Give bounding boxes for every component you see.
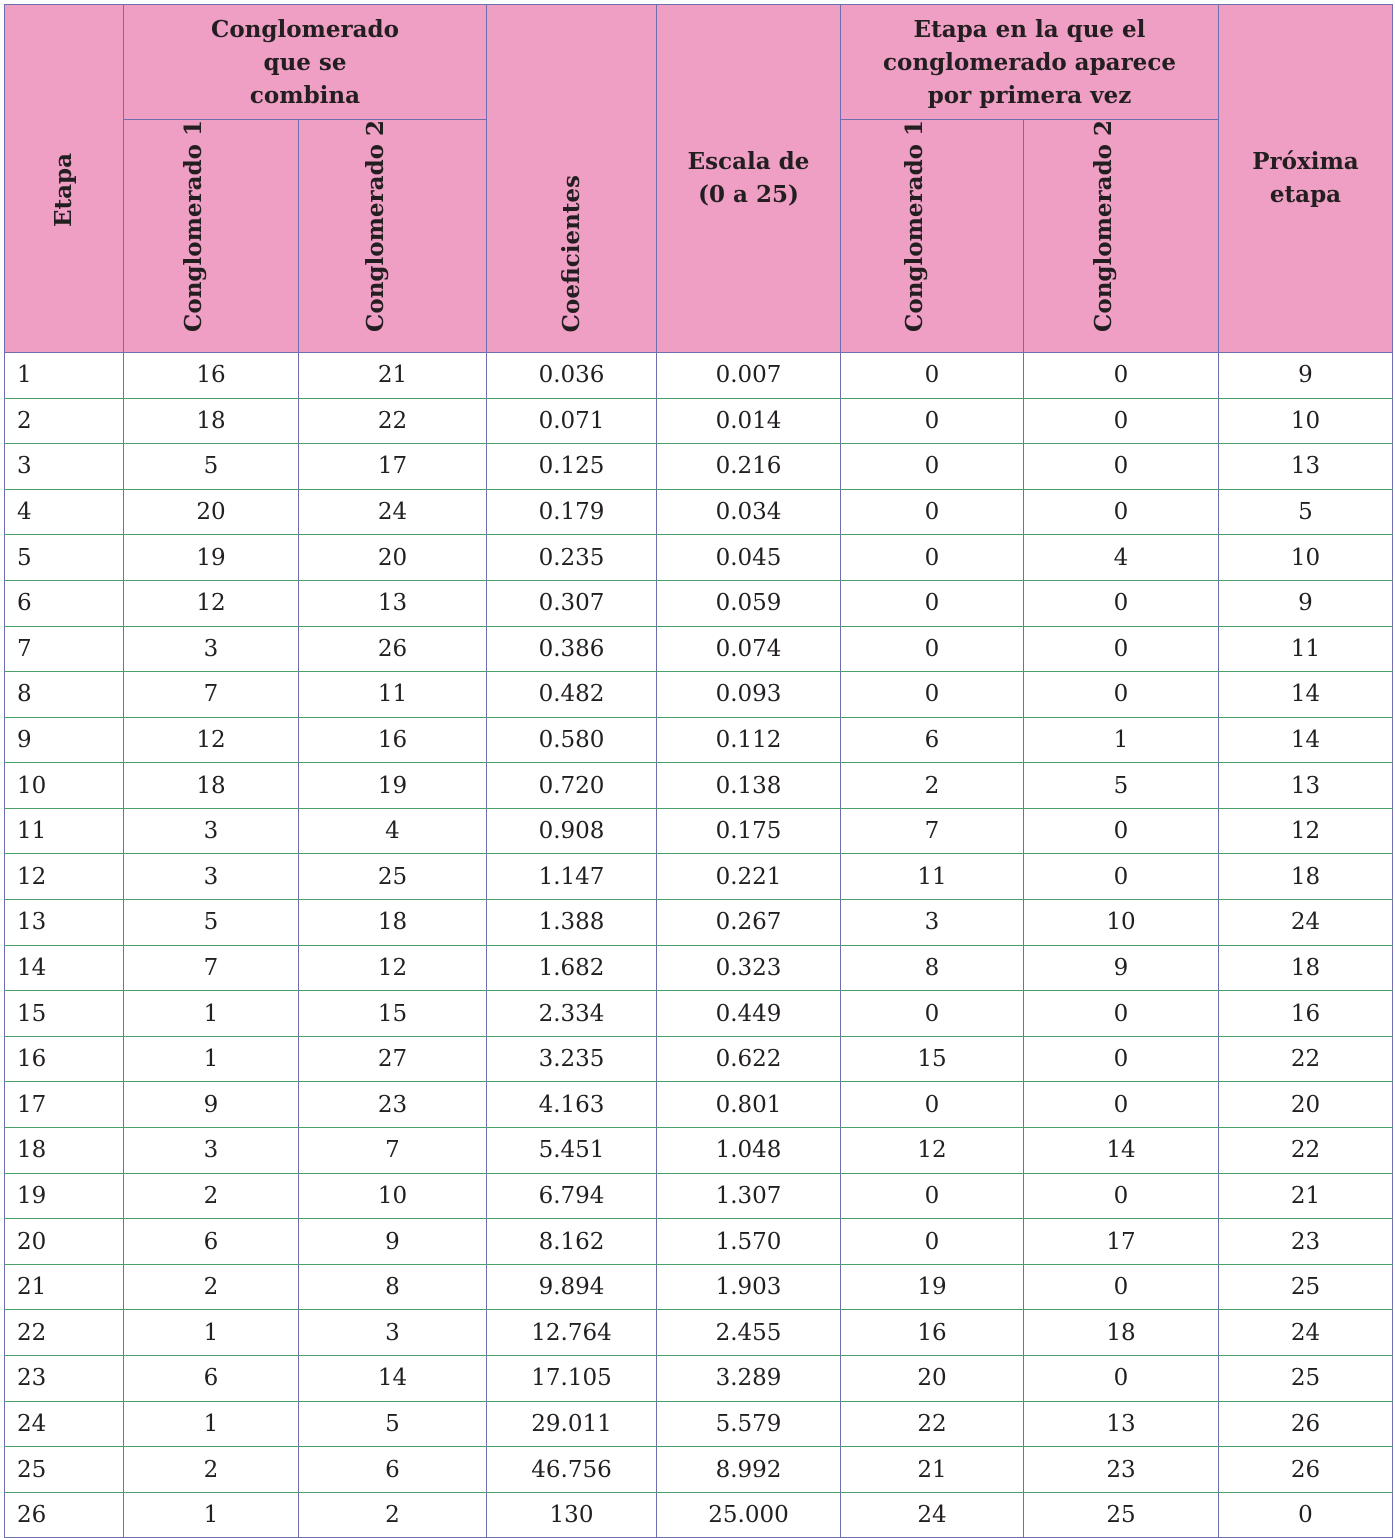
- cell-proxima-etapa: 22: [1219, 1036, 1393, 1082]
- cell-aparece-conglomerado-2: 10: [1024, 900, 1219, 946]
- cell-aparece-conglomerado-2: 0: [1024, 672, 1219, 718]
- header-conglomerado-1: [124, 120, 299, 353]
- cell-escala: 2.455: [657, 1310, 841, 1356]
- table-row: [5, 672, 1393, 718]
- cell-proxima-etapa: 16: [1219, 991, 1393, 1037]
- cell-aparece-conglomerado-1: 0: [841, 352, 1024, 398]
- cell-conglomerado-2: 14: [299, 1356, 487, 1402]
- cell-aparece-conglomerado-1: 15: [841, 1036, 1024, 1082]
- cell-aparece-conglomerado-1: 0: [841, 1173, 1024, 1219]
- cell-aparece-conglomerado-1: 8: [841, 945, 1024, 991]
- table-row: [5, 991, 1393, 1037]
- cell-etapa: 4: [5, 489, 124, 535]
- cell-conglomerado-2: 13: [299, 580, 487, 626]
- cell-etapa: 21: [5, 1264, 124, 1310]
- cell-etapa: 12: [5, 854, 124, 900]
- cell-coeficiente: 3.235: [487, 1036, 657, 1082]
- cell-aparece-conglomerado-2: 13: [1024, 1401, 1219, 1447]
- cell-aparece-conglomerado-2: 0: [1024, 444, 1219, 490]
- cell-etapa: 7: [5, 626, 124, 672]
- cell-proxima-etapa: 11: [1219, 626, 1393, 672]
- header-escala-label: Escala de (0 a 25): [687, 148, 810, 209]
- cell-aparece-conglomerado-2: 0: [1024, 1264, 1219, 1310]
- cell-etapa: 10: [5, 763, 124, 809]
- cell-aparece-conglomerado-2: 0: [1024, 398, 1219, 444]
- cell-escala: 0.007: [657, 352, 841, 398]
- cell-conglomerado-2: 10: [299, 1173, 487, 1219]
- cell-conglomerado-1: 3: [124, 808, 299, 854]
- cell-aparece-conglomerado-2: 5: [1024, 763, 1219, 809]
- cell-escala: 0.014: [657, 398, 841, 444]
- table-row: [5, 1082, 1393, 1128]
- cell-conglomerado-2: 15: [299, 991, 487, 1037]
- cell-coeficiente: 17.105: [487, 1356, 657, 1402]
- table-row: [5, 489, 1393, 535]
- cell-proxima-etapa: 14: [1219, 717, 1393, 763]
- table-row: [5, 1401, 1393, 1447]
- cell-etapa: 26: [5, 1492, 124, 1538]
- cell-escala: 0.449: [657, 991, 841, 1037]
- header-conglomerado-2-label: Conglomerado 2: [361, 120, 389, 332]
- cell-escala: 1.048: [657, 1128, 841, 1174]
- cell-escala: 0.112: [657, 717, 841, 763]
- cell-proxima-etapa: 13: [1219, 763, 1393, 809]
- cell-aparece-conglomerado-1: 0: [841, 580, 1024, 626]
- cell-escala: 0.216: [657, 444, 841, 490]
- cell-conglomerado-2: 18: [299, 900, 487, 946]
- cell-escala: 0.045: [657, 535, 841, 581]
- cell-proxima-etapa: 23: [1219, 1219, 1393, 1265]
- cell-conglomerado-2: 2: [299, 1492, 487, 1538]
- cell-conglomerado-1: 3: [124, 1128, 299, 1174]
- cell-coeficiente: 29.011: [487, 1401, 657, 1447]
- header-proxima-etapa-label: Próxima etapa: [1252, 148, 1359, 209]
- cell-aparece-conglomerado-2: 0: [1024, 854, 1219, 900]
- cell-conglomerado-1: 7: [124, 945, 299, 991]
- cell-conglomerado-1: 18: [124, 763, 299, 809]
- cell-conglomerado-1: 1: [124, 1036, 299, 1082]
- cell-conglomerado-2: 24: [299, 489, 487, 535]
- cell-etapa: 6: [5, 580, 124, 626]
- header-coeficientes-label: Coeficientes: [557, 174, 585, 332]
- cell-aparece-conglomerado-2: 0: [1024, 1356, 1219, 1402]
- header-aparece-conglomerado-1: [841, 120, 1024, 353]
- cell-escala: 0.034: [657, 489, 841, 535]
- cell-conglomerado-1: 2: [124, 1173, 299, 1219]
- table-row: [5, 580, 1393, 626]
- cell-coeficiente: 0.307: [487, 580, 657, 626]
- cell-conglomerado-2: 8: [299, 1264, 487, 1310]
- cell-conglomerado-1: 2: [124, 1447, 299, 1493]
- cell-etapa: 1: [5, 352, 124, 398]
- cell-conglomerado-1: 16: [124, 352, 299, 398]
- cell-aparece-conglomerado-1: 0: [841, 1219, 1024, 1265]
- cell-aparece-conglomerado-2: 0: [1024, 489, 1219, 535]
- header-conglomerado-combina: [124, 5, 487, 120]
- table-row: [5, 444, 1393, 490]
- cell-proxima-etapa: 0: [1219, 1492, 1393, 1538]
- cell-conglomerado-1: 2: [124, 1264, 299, 1310]
- table-row: [5, 626, 1393, 672]
- cell-coeficiente: 0.179: [487, 489, 657, 535]
- cell-etapa: 25: [5, 1447, 124, 1493]
- cell-conglomerado-2: 5: [299, 1401, 487, 1447]
- cell-aparece-conglomerado-1: 11: [841, 854, 1024, 900]
- cell-escala: 8.992: [657, 1447, 841, 1493]
- cell-conglomerado-1: 18: [124, 398, 299, 444]
- cell-conglomerado-2: 20: [299, 535, 487, 581]
- cell-proxima-etapa: 25: [1219, 1264, 1393, 1310]
- header-etapa-label: Etapa: [50, 152, 77, 227]
- cell-coeficiente: 8.162: [487, 1219, 657, 1265]
- cell-aparece-conglomerado-2: 14: [1024, 1128, 1219, 1174]
- cell-aparece-conglomerado-1: 0: [841, 672, 1024, 718]
- cell-proxima-etapa: 14: [1219, 672, 1393, 718]
- cell-conglomerado-1: 12: [124, 580, 299, 626]
- cell-etapa: 3: [5, 444, 124, 490]
- cell-conglomerado-1: 20: [124, 489, 299, 535]
- cell-etapa: 24: [5, 1401, 124, 1447]
- table-body: [5, 352, 1393, 1537]
- cell-conglomerado-1: 1: [124, 991, 299, 1037]
- cell-conglomerado-2: 12: [299, 945, 487, 991]
- cell-etapa: 16: [5, 1036, 124, 1082]
- cell-aparece-conglomerado-1: 21: [841, 1447, 1024, 1493]
- cell-conglomerado-2: 19: [299, 763, 487, 809]
- cell-conglomerado-2: 27: [299, 1036, 487, 1082]
- cell-etapa: 8: [5, 672, 124, 718]
- table-header: [5, 5, 1393, 353]
- table-row: [5, 808, 1393, 854]
- cell-etapa: 15: [5, 991, 124, 1037]
- header-coeficientes: [487, 5, 657, 353]
- agglomeration-table: [4, 4, 1393, 1538]
- header-etapa-aparece-label: Etapa en la que el conglomerado aparece por primera vez: [883, 15, 1176, 109]
- cell-conglomerado-2: 3: [299, 1310, 487, 1356]
- table-row: [5, 535, 1393, 581]
- cell-coeficiente: 0.071: [487, 398, 657, 444]
- cell-aparece-conglomerado-2: 0: [1024, 808, 1219, 854]
- cell-escala: 25.000: [657, 1492, 841, 1538]
- cell-conglomerado-2: 4: [299, 808, 487, 854]
- cell-aparece-conglomerado-1: 24: [841, 1492, 1024, 1538]
- cell-conglomerado-1: 1: [124, 1310, 299, 1356]
- cell-etapa: 18: [5, 1128, 124, 1174]
- cell-conglomerado-1: 3: [124, 626, 299, 672]
- cell-aparece-conglomerado-1: 12: [841, 1128, 1024, 1174]
- table-row: [5, 854, 1393, 900]
- cell-coeficiente: 0.720: [487, 763, 657, 809]
- cell-coeficiente: 1.388: [487, 900, 657, 946]
- cell-etapa: 22: [5, 1310, 124, 1356]
- table-row: [5, 717, 1393, 763]
- cell-aparece-conglomerado-2: 25: [1024, 1492, 1219, 1538]
- cell-conglomerado-1: 6: [124, 1356, 299, 1402]
- table-row: [5, 1219, 1393, 1265]
- cell-coeficiente: 0.482: [487, 672, 657, 718]
- cell-conglomerado-2: 7: [299, 1128, 487, 1174]
- cell-conglomerado-2: 11: [299, 672, 487, 718]
- cell-aparece-conglomerado-1: 0: [841, 444, 1024, 490]
- cell-proxima-etapa: 24: [1219, 1310, 1393, 1356]
- cell-aparece-conglomerado-2: 1: [1024, 717, 1219, 763]
- header-etapa: [5, 5, 124, 353]
- cell-coeficiente: 0.908: [487, 808, 657, 854]
- table-row: [5, 352, 1393, 398]
- table-row: [5, 945, 1393, 991]
- cell-aparece-conglomerado-2: 0: [1024, 352, 1219, 398]
- cell-proxima-etapa: 18: [1219, 854, 1393, 900]
- cell-conglomerado-1: 1: [124, 1492, 299, 1538]
- cell-aparece-conglomerado-2: 9: [1024, 945, 1219, 991]
- cell-proxima-etapa: 10: [1219, 398, 1393, 444]
- cell-proxima-etapa: 12: [1219, 808, 1393, 854]
- cell-proxima-etapa: 18: [1219, 945, 1393, 991]
- cell-conglomerado-2: 25: [299, 854, 487, 900]
- cell-coeficiente: 0.125: [487, 444, 657, 490]
- cell-proxima-etapa: 9: [1219, 352, 1393, 398]
- cell-aparece-conglomerado-1: 0: [841, 535, 1024, 581]
- cell-aparece-conglomerado-1: 0: [841, 1082, 1024, 1128]
- cell-aparece-conglomerado-2: 0: [1024, 580, 1219, 626]
- cell-escala: 1.307: [657, 1173, 841, 1219]
- cell-conglomerado-1: 7: [124, 672, 299, 718]
- table-row: [5, 398, 1393, 444]
- cell-coeficiente: 9.894: [487, 1264, 657, 1310]
- cell-proxima-etapa: 13: [1219, 444, 1393, 490]
- cell-conglomerado-2: 17: [299, 444, 487, 490]
- cell-conglomerado-2: 26: [299, 626, 487, 672]
- cell-conglomerado-1: 12: [124, 717, 299, 763]
- cell-proxima-etapa: 26: [1219, 1447, 1393, 1493]
- cell-conglomerado-2: 9: [299, 1219, 487, 1265]
- cell-conglomerado-1: 5: [124, 900, 299, 946]
- cell-conglomerado-2: 23: [299, 1082, 487, 1128]
- cell-aparece-conglomerado-1: 6: [841, 717, 1024, 763]
- cell-conglomerado-1: 5: [124, 444, 299, 490]
- cell-aparece-conglomerado-2: 0: [1024, 991, 1219, 1037]
- cell-aparece-conglomerado-2: 0: [1024, 626, 1219, 672]
- header-aparece-conglomerado-2: [1024, 120, 1219, 353]
- cell-proxima-etapa: 26: [1219, 1401, 1393, 1447]
- table-row: [5, 900, 1393, 946]
- cell-conglomerado-1: 6: [124, 1219, 299, 1265]
- cell-escala: 0.138: [657, 763, 841, 809]
- cell-coeficiente: 0.036: [487, 352, 657, 398]
- cell-aparece-conglomerado-2: 18: [1024, 1310, 1219, 1356]
- cell-coeficiente: 0.235: [487, 535, 657, 581]
- cell-coeficiente: 0.580: [487, 717, 657, 763]
- cell-aparece-conglomerado-1: 0: [841, 991, 1024, 1037]
- cell-etapa: 19: [5, 1173, 124, 1219]
- cell-escala: 5.579: [657, 1401, 841, 1447]
- cell-etapa: 17: [5, 1082, 124, 1128]
- cell-aparece-conglomerado-2: 17: [1024, 1219, 1219, 1265]
- cell-escala: 1.570: [657, 1219, 841, 1265]
- table-row: [5, 1173, 1393, 1219]
- cell-coeficiente: 2.334: [487, 991, 657, 1037]
- cell-etapa: 23: [5, 1356, 124, 1402]
- cell-etapa: 5: [5, 535, 124, 581]
- cell-proxima-etapa: 24: [1219, 900, 1393, 946]
- cell-coeficiente: 6.794: [487, 1173, 657, 1219]
- cell-etapa: 13: [5, 900, 124, 946]
- cell-escala: 0.175: [657, 808, 841, 854]
- cell-coeficiente: 46.756: [487, 1447, 657, 1493]
- table-row: [5, 763, 1393, 809]
- cell-aparece-conglomerado-2: 4: [1024, 535, 1219, 581]
- cell-coeficiente: 4.163: [487, 1082, 657, 1128]
- cell-proxima-etapa: 22: [1219, 1128, 1393, 1174]
- cell-proxima-etapa: 5: [1219, 489, 1393, 535]
- header-proxima-etapa: [1219, 5, 1393, 353]
- cell-escala: 0.059: [657, 580, 841, 626]
- cell-proxima-etapa: 21: [1219, 1173, 1393, 1219]
- cell-escala: 0.074: [657, 626, 841, 672]
- cell-escala: 0.622: [657, 1036, 841, 1082]
- cell-aparece-conglomerado-1: 3: [841, 900, 1024, 946]
- cell-conglomerado-2: 16: [299, 717, 487, 763]
- cell-coeficiente: 1.682: [487, 945, 657, 991]
- cell-aparece-conglomerado-1: 7: [841, 808, 1024, 854]
- cell-aparece-conglomerado-1: 20: [841, 1356, 1024, 1402]
- cell-conglomerado-1: 9: [124, 1082, 299, 1128]
- header-aparece-conglomerado-1-label: Conglomerado 1: [901, 120, 928, 332]
- cell-aparece-conglomerado-2: 0: [1024, 1173, 1219, 1219]
- table-row: [5, 1036, 1393, 1082]
- cell-etapa: 11: [5, 808, 124, 854]
- cell-proxima-etapa: 9: [1219, 580, 1393, 626]
- table-row: [5, 1128, 1393, 1174]
- cell-conglomerado-1: 19: [124, 535, 299, 581]
- cell-aparece-conglomerado-1: 2: [841, 763, 1024, 809]
- cell-coeficiente: 12.764: [487, 1310, 657, 1356]
- cell-conglomerado-1: 1: [124, 1401, 299, 1447]
- cell-conglomerado-1: 3: [124, 854, 299, 900]
- cell-conglomerado-2: 22: [299, 398, 487, 444]
- cell-escala: 1.903: [657, 1264, 841, 1310]
- cell-aparece-conglomerado-1: 19: [841, 1264, 1024, 1310]
- cell-escala: 0.221: [657, 854, 841, 900]
- table-row: [5, 1447, 1393, 1493]
- header-conglomerado-combina-label: Conglomerado que se combina: [211, 15, 399, 109]
- table-row: [5, 1492, 1393, 1538]
- header-conglomerado-1-label: Conglomerado 1: [180, 120, 207, 332]
- cell-escala: 0.323: [657, 945, 841, 991]
- cell-etapa: 2: [5, 398, 124, 444]
- cell-proxima-etapa: 25: [1219, 1356, 1393, 1402]
- cell-etapa: 9: [5, 717, 124, 763]
- cell-coeficiente: 1.147: [487, 854, 657, 900]
- cell-proxima-etapa: 10: [1219, 535, 1393, 581]
- cell-proxima-etapa: 20: [1219, 1082, 1393, 1128]
- table-row: [5, 1356, 1393, 1402]
- cell-coeficiente: 130: [487, 1492, 657, 1538]
- cell-etapa: 20: [5, 1219, 124, 1265]
- header-conglomerado-2: [299, 120, 487, 353]
- cell-aparece-conglomerado-1: 16: [841, 1310, 1024, 1356]
- header-escala: [657, 5, 841, 353]
- cell-escala: 3.289: [657, 1356, 841, 1402]
- cell-aparece-conglomerado-1: 22: [841, 1401, 1024, 1447]
- table-row: [5, 1264, 1393, 1310]
- cell-aparece-conglomerado-2: 23: [1024, 1447, 1219, 1493]
- cell-conglomerado-2: 21: [299, 352, 487, 398]
- cell-aparece-conglomerado-1: 0: [841, 489, 1024, 535]
- cell-coeficiente: 5.451: [487, 1128, 657, 1174]
- cell-escala: 0.801: [657, 1082, 841, 1128]
- cell-aparece-conglomerado-2: 0: [1024, 1082, 1219, 1128]
- header-etapa-aparece: [841, 5, 1219, 120]
- cell-escala: 0.267: [657, 900, 841, 946]
- cell-escala: 0.093: [657, 672, 841, 718]
- cell-conglomerado-2: 6: [299, 1447, 487, 1493]
- cell-aparece-conglomerado-1: 0: [841, 626, 1024, 672]
- table-row: [5, 1310, 1393, 1356]
- cell-etapa: 14: [5, 945, 124, 991]
- cell-coeficiente: 0.386: [487, 626, 657, 672]
- cell-aparece-conglomerado-1: 0: [841, 398, 1024, 444]
- header-aparece-conglomerado-2-label: Conglomerado 2: [1090, 120, 1117, 332]
- cell-aparece-conglomerado-2: 0: [1024, 1036, 1219, 1082]
